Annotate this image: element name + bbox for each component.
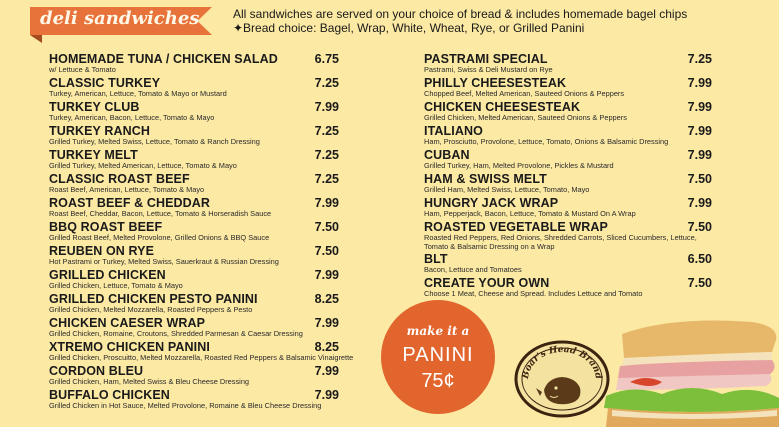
bread-note: All sandwiches are served on your choice of bread & includes homemade bagel chips <box>233 7 688 21</box>
item-name: CHICKEN CAESER WRAP <box>49 316 206 330</box>
menu-item <box>49 124 339 148</box>
item-name: BUFFALO CHICKEN <box>49 388 170 402</box>
item-price: 7.99 <box>314 268 339 282</box>
bread-choice-note: ✦Bread choice: Bagel, Wrap, White, Wheat, Rye, or Grilled Panini <box>233 21 585 35</box>
menu-item <box>49 196 339 220</box>
item-desc: Grilled Chicken, Melted Mozzarella, Roasted Peppers & Pesto <box>49 305 253 314</box>
item-price: 7.99 <box>314 196 339 210</box>
sandwich-image <box>602 312 779 427</box>
item-name: GRILLED CHICKEN PESTO PANINI <box>49 292 258 306</box>
item-price: 8.25 <box>314 292 339 306</box>
item-desc-continued: Tomato & Balsamic Dressing on a Wrap <box>424 241 555 251</box>
item-price: 7.50 <box>314 220 339 234</box>
item-name: REUBEN ON RYE <box>49 244 155 258</box>
menu-item <box>424 52 712 76</box>
menu-item <box>424 148 712 172</box>
menu-item <box>424 76 712 100</box>
menu-column-left <box>49 52 354 412</box>
item-price: 8.25 <box>314 340 339 354</box>
item-name: CLASSIC ROAST BEEF <box>49 172 190 186</box>
svg-text:Boar's Head Brand: Boar's Head Brand <box>520 344 604 380</box>
menu-item <box>424 276 712 300</box>
menu-item <box>49 268 339 292</box>
menu-item <box>49 340 354 364</box>
banner-fold <box>30 35 42 43</box>
item-desc: Roast Beef, Cheddar, Bacon, Lettuce, Tomato & Horseradish Sauce <box>49 209 272 218</box>
item-desc: Grilled Chicken, Ham, Melted Swiss & Bleu Cheese Dressing <box>49 377 250 386</box>
item-price: 7.99 <box>314 100 339 114</box>
promo-line-2: PANINI <box>402 344 474 366</box>
item-desc: Grilled Chicken in Hot Sauce, Melted Provolone, Romaine & Bleu Cheese Dressing <box>49 401 322 410</box>
item-desc: Pastrami, Swiss & Deli Mustard on Rye <box>424 65 553 74</box>
item-name: ROASTED VEGETABLE WRAP <box>424 220 608 234</box>
item-name: HAM & SWISS MELT <box>424 172 547 186</box>
item-price: 7.50 <box>314 244 339 258</box>
menu-item <box>424 252 712 276</box>
item-name: CREATE YOUR OWN <box>424 276 550 290</box>
item-price: 6.50 <box>687 252 712 266</box>
menu-item <box>49 220 339 244</box>
menu-item <box>424 220 712 252</box>
menu-item <box>49 76 339 100</box>
item-price: 7.25 <box>314 124 339 138</box>
item-desc: w/ Lettuce & Tomato <box>49 65 116 74</box>
promo-price: 75¢ <box>421 370 455 392</box>
item-price: 7.25 <box>314 148 339 162</box>
item-name: HOMEMADE TUNA / CHICKEN SALAD <box>49 52 278 66</box>
item-price: 7.50 <box>687 220 712 234</box>
menu-item <box>424 172 712 196</box>
item-name: CLASSIC TURKEY <box>49 76 161 90</box>
item-desc: Roasted Red Peppers, Red Onions, Shredded Carrots, Sliced Cucumbers, Lettuce, <box>424 233 697 242</box>
menu-item <box>424 124 712 148</box>
menu-column-right <box>424 52 712 300</box>
item-price: 7.25 <box>314 76 339 90</box>
item-desc: Grilled Turkey, Melted Swiss, Lettuce, Tomato & Ranch Dressing <box>49 137 260 146</box>
item-desc: Turkey, American, Lettuce, Tomato & Mayo or Mustard <box>49 89 227 98</box>
item-name: PHILLY CHEESESTEAK <box>424 76 567 90</box>
item-desc: Grilled Chicken, Lettuce, Tomato & Mayo <box>49 281 183 290</box>
item-name: CUBAN <box>424 148 470 162</box>
item-desc: Grilled Chicken, Romaine, Croutons, Shredded Parmesan & Caesar Dressing <box>49 329 303 338</box>
item-price: 7.99 <box>314 388 339 402</box>
item-price: 7.99 <box>687 148 712 162</box>
item-price: 7.25 <box>687 52 712 66</box>
item-name: GRILLED CHICKEN <box>49 268 166 282</box>
item-price: 7.99 <box>687 100 712 114</box>
promo-line-1: make it a <box>406 324 470 338</box>
item-price: 6.75 <box>314 52 339 66</box>
item-name: ROAST BEEF & CHEDDAR <box>49 196 211 210</box>
item-desc: Grilled Roast Beef, Melted Provolone, Grilled Onions & BBQ Sauce <box>49 233 270 242</box>
item-name: TURKEY CLUB <box>49 100 140 114</box>
item-price: 7.99 <box>314 364 339 378</box>
boars-head-logo <box>514 340 610 418</box>
item-price: 7.50 <box>687 172 712 186</box>
menu-item <box>424 100 712 124</box>
item-price: 7.50 <box>687 276 712 290</box>
item-desc: Roast Beef, American, Lettuce, Tomato & Mayo <box>49 185 205 194</box>
item-desc: Grilled Ham, Melted Swiss, Lettuce, Tomato, Mayo <box>424 185 590 194</box>
item-name: PASTRAMI SPECIAL <box>424 52 548 66</box>
item-name: ITALIANO <box>424 124 483 138</box>
item-price: 7.99 <box>314 316 339 330</box>
menu-item <box>49 316 339 340</box>
menu-item <box>49 388 339 412</box>
item-desc: Ham, Pepperjack, Bacon, Lettuce, Tomato & Mustard On A Wrap <box>424 209 636 218</box>
item-price: 7.25 <box>314 172 339 186</box>
menu-item <box>49 100 339 124</box>
menu-item <box>424 196 712 220</box>
item-desc: Chopped Beef, Melted American, Sauteed Onions & Peppers <box>424 89 625 98</box>
item-desc: Choose 1 Meat, Cheese and Spread. Includes Lettuce and Tomato <box>424 289 643 298</box>
item-name: CHICKEN CHEESESTEAK <box>424 100 581 114</box>
menu-item <box>49 244 339 268</box>
item-name: TURKEY RANCH <box>49 124 150 138</box>
menu-item <box>49 52 339 76</box>
item-desc: Turkey, American, Bacon, Lettuce, Tomato & Mayo <box>49 113 215 122</box>
item-name: BBQ ROAST BEEF <box>49 220 163 234</box>
item-price: 7.99 <box>687 124 712 138</box>
menu-item <box>49 148 339 172</box>
menu-item <box>49 364 339 388</box>
section-title: deli sandwiches <box>40 8 200 29</box>
item-name: CORDON BLEU <box>49 364 144 378</box>
item-price: 7.99 <box>687 196 712 210</box>
menu-item <box>49 292 339 316</box>
item-desc: Grilled Turkey, Ham, Melted Provolone, Pickles & Mustard <box>424 161 614 170</box>
item-name: HUNGRY JACK WRAP <box>424 196 559 210</box>
item-name: XTREMO CHICKEN PANINI <box>49 340 210 354</box>
item-desc: Grilled Chicken, Melted American, Sauteed Onions & Peppers <box>424 113 627 122</box>
item-desc: Grilled Turkey, Melted American, Lettuce, Tomato & Mayo <box>49 161 237 170</box>
item-price: 7.99 <box>687 76 712 90</box>
item-desc: Hot Pastrami or Turkey, Melted Swiss, Sauerkraut & Russian Dressing <box>49 257 279 266</box>
panini-promo-badge <box>381 300 495 414</box>
item-desc: Grilled Chicken, Proscuitto, Melted Mozzarella, Roasted Red Peppers & Balsamic Vinaigrette <box>49 353 354 362</box>
item-desc: Bacon, Lettuce and Tomatoes <box>424 265 522 274</box>
item-name: TURKEY MELT <box>49 148 138 162</box>
item-name: BLT <box>424 252 448 266</box>
menu-item <box>49 172 339 196</box>
item-desc: Ham, Prosciutto, Provolone, Lettuce, Tomato, Onions & Balsamic Dressing <box>424 137 669 146</box>
